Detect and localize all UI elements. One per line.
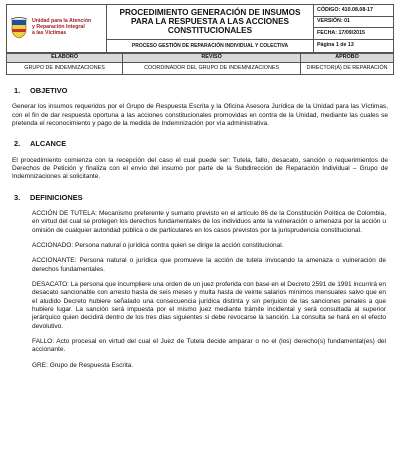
section-heading-objetivo (12, 86, 388, 95)
definition-text: Mecanismo preferente y sumario previsto en el artículo 86 de la Constitución Política de Colombia, en virtud del cual se protegen los derechos fundamentales de los individuos ante la vulneración o amenaza por la acción u omisión de cualquier autoridad pública o de particulares en los casos previstos por la jurisprudencia constitucional. (32, 210, 387, 234)
logo-line-1: Unidad para la Atención (32, 18, 92, 25)
definition-term: DESACATO: (32, 281, 69, 289)
header-aprobo: APROBÓ (301, 53, 394, 62)
definitions-list (12, 210, 388, 370)
definition-text: Persona natural o jurídica contra quien se dirige la acción constitucional. (73, 242, 284, 250)
definition-term: GRE: (32, 361, 48, 369)
section-number: 1. (14, 85, 21, 95)
page-number: Página 1 de 13 (314, 39, 394, 52)
definition-term: ACCIONANTE: (32, 257, 77, 265)
document-body (6, 86, 394, 370)
value-reviso: COORDINADOR DEL GRUPO DE INDEMNIZACIONES (123, 62, 301, 74)
section-title: OBJETIVO (30, 85, 68, 95)
code-cell: CÓDIGO: 410.08.08-17 (314, 5, 394, 17)
document-header (6, 4, 394, 53)
definition-term: FALLO: (32, 337, 55, 345)
definition-item (32, 210, 386, 235)
definition-term: ACCIONADO: (32, 242, 74, 250)
definition-term: ACCIÓN DE TUTELA: (32, 210, 97, 218)
logo (10, 17, 103, 39)
document-title: PROCEDIMIENTO GENERACIÓN DE INSUMOS PARA LA RESPUESTA A LAS ACCIONES CONSTITUCIONALES (119, 7, 301, 36)
date-cell: FECHA: 17/09/2015 (314, 28, 394, 40)
definition-item (32, 362, 386, 370)
definition-item (32, 242, 386, 250)
section-title: DEFINICIONES (30, 192, 83, 202)
logo-line-2: y Reparación Integral (32, 24, 85, 31)
value-elaboro: GRUPO DE INDEMNIZACIONES (7, 62, 123, 74)
definition-item (32, 338, 386, 355)
section-title: ALCANCE (30, 139, 67, 149)
definition-item (32, 257, 386, 274)
title-cell (107, 5, 314, 40)
objetivo-paragraph: Generar los insumos requeridos por el Grupo de Respuesta Escrita y la Oficina Asesora Jurídica de la Unidad para las Víctimas, con el fin de dar respuesta oportuna a las acciones constitucionales promovidas en contra de la Unidad, mediante las cuales se pretenda el reconocimiento y pago de la medida de Indemnización por vía administrativa. (12, 103, 388, 127)
version-cell: VERSIÓN: 01 (314, 16, 394, 28)
process-name: PROCESO GESTIÓN DE REPARACIÓN INDIVIDUAL Y COLECTIVA (107, 39, 314, 52)
definition-text: La persona que incumpliere una orden de un juez proferida con base en el Decreto 2591 de 1991 incurrirá en desacato sancionable con arresto hasta de seis meses y multa hasta de veinte salarios mínimos mensuales salvo que en el aludido Decreto hubiere señalado una consecuencia jurídica distinta y sin perjuicio de las sanciones penales a que hubiere lugar. La sanción será impuesta por el mismo juez mediante trámite incidental y será consultada al superior jerárquico quien decidirá dentro de los tres días siguientes si debe revocarse la sanción. La consulta se hará en el efecto devolutivo. (32, 281, 386, 330)
definition-text: Persona natural o jurídica que promueve la acción de tutela invocando la amenaza o vulneración de derechos fundamentales. (32, 257, 386, 273)
section-heading-definiciones (12, 193, 388, 202)
definition-item (32, 281, 386, 331)
approval-table (6, 53, 394, 75)
section-heading-alcance (12, 139, 388, 148)
logo-line-3: a las Víctimas (32, 30, 67, 37)
coat-of-arms-icon (10, 17, 28, 39)
header-reviso: REVISÓ (123, 53, 301, 62)
alcance-paragraph: El procedimiento comienza con la recepción del caso el cual puede ser: Tutela, fallo, desacato, sanción o requerimientos de Derechos de Petición y finaliza con el envío del insumo por parte de la Subdirección de Reparación Individual – Grupo de Indemnizaciones al solicitante. (12, 156, 388, 181)
definition-text: Acto procesal en virtud del cual el Juez de Tutela decide amparar o no el (los) derecho(s) fundamental(es) del accionante. (32, 337, 386, 354)
logo-text (32, 19, 91, 37)
definition-text: Grupo de Respuesta Escrita. (47, 361, 134, 369)
header-elaboro: ELABORÓ (7, 53, 123, 62)
value-aprobo: DIRECTOR(A) DE REPARACIÓN (301, 62, 394, 74)
section-number: 3. (14, 192, 21, 202)
logo-cell (7, 5, 107, 53)
section-number: 2. (14, 139, 21, 149)
